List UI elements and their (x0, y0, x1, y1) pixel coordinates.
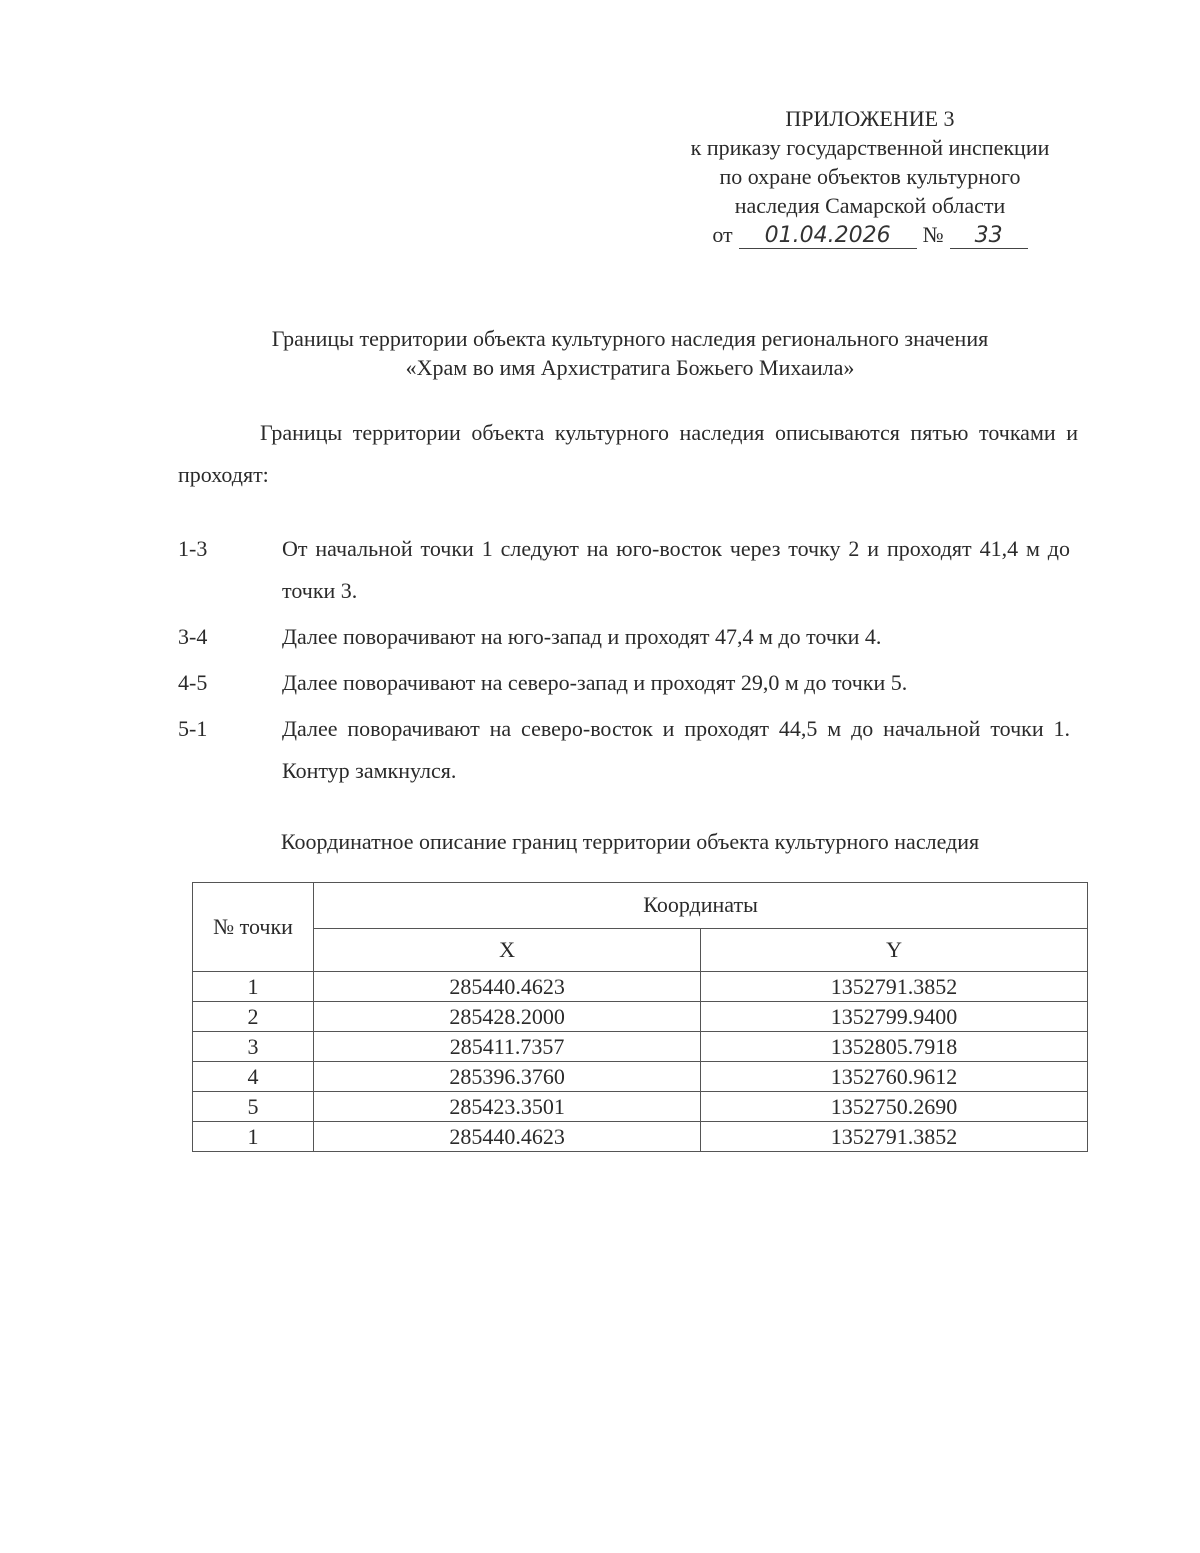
handwritten-date: 01.04.2026 (739, 224, 917, 249)
column-header-x: X (314, 928, 701, 972)
segment-item (178, 708, 1070, 792)
column-header-point: № точки (193, 883, 314, 972)
boundary-segments-list (178, 528, 1070, 796)
segment-range: 1-3 (178, 536, 208, 561)
annex-line-3: наследия Самарской области (734, 193, 1006, 218)
cell-point: 2 (193, 1002, 314, 1032)
segment-range: 5-1 (178, 716, 208, 741)
annex-title: ПРИЛОЖЕНИЕ 3 (785, 106, 955, 131)
annex-line-1: к приказу государственной инспекции (690, 135, 1050, 160)
intro-paragraph: Границы территории объекта культурного наследия описываются пятью точками и проходят: (178, 420, 1078, 487)
heading-line-1: Границы территории объекта культурного наследия регионального значения (271, 326, 989, 351)
table-row (193, 1032, 1088, 1062)
segment-text: Далее поворачивают на северо-запад и проходят 29,0 м до точки 5. (282, 670, 908, 695)
document-heading (150, 324, 1110, 382)
coordinates-table (192, 882, 1088, 1152)
segment-range: 4-5 (178, 670, 208, 695)
cell-point: 5 (193, 1092, 314, 1122)
cell-x: 285440.4623 (314, 1122, 701, 1152)
heading-line-2: «Храм во имя Архистратига Божьего Михаила» (405, 355, 855, 380)
cell-x: 285440.4623 (314, 972, 701, 1002)
cell-point: 3 (193, 1032, 314, 1062)
table-row (193, 1002, 1088, 1032)
date-prefix: от (712, 222, 733, 247)
cell-point: 1 (193, 972, 314, 1002)
table-caption: Координатное описание границ территории объекта культурного наследия (280, 829, 980, 854)
handwritten-number: 33 (950, 224, 1028, 249)
cell-y: 1352750.2690 (701, 1092, 1088, 1122)
cell-y: 1352791.3852 (701, 1122, 1088, 1152)
cell-y: 1352805.7918 (701, 1032, 1088, 1062)
cell-x: 285396.3760 (314, 1062, 701, 1092)
column-header-coordinates: Координаты (314, 883, 1088, 929)
segment-text: Далее поворачивают на юго-запад и проходят 47,4 м до точки 4. (282, 624, 882, 649)
cell-y: 1352791.3852 (701, 972, 1088, 1002)
column-header-y: Y (701, 928, 1088, 972)
segment-item (178, 662, 1070, 704)
table-row (193, 1092, 1088, 1122)
cell-x: 285411.7357 (314, 1032, 701, 1062)
segment-item (178, 616, 1070, 658)
cell-x: 285428.2000 (314, 1002, 701, 1032)
segment-text: Далее поворачивают на северо-восток и проходят 44,5 м до начальной точки 1. Контур замкнулся. (282, 716, 1070, 783)
number-prefix: № (922, 222, 944, 247)
table-row (193, 972, 1088, 1002)
cell-point: 1 (193, 1122, 314, 1152)
annex-header (600, 104, 1140, 249)
segment-text: От начальной точки 1 следуют на юго-восток через точку 2 и проходят 41,4 м до точки 3. (282, 536, 1070, 603)
cell-y: 1352760.9612 (701, 1062, 1088, 1092)
table-row (193, 1122, 1088, 1152)
cell-point: 4 (193, 1062, 314, 1092)
segment-range: 3-4 (178, 624, 208, 649)
table-row (193, 1062, 1088, 1092)
annex-line-2: по охране объектов культурного (719, 164, 1021, 189)
cell-y: 1352799.9400 (701, 1002, 1088, 1032)
segment-item (178, 528, 1070, 612)
cell-x: 285423.3501 (314, 1092, 701, 1122)
order-date-row (600, 220, 1140, 249)
